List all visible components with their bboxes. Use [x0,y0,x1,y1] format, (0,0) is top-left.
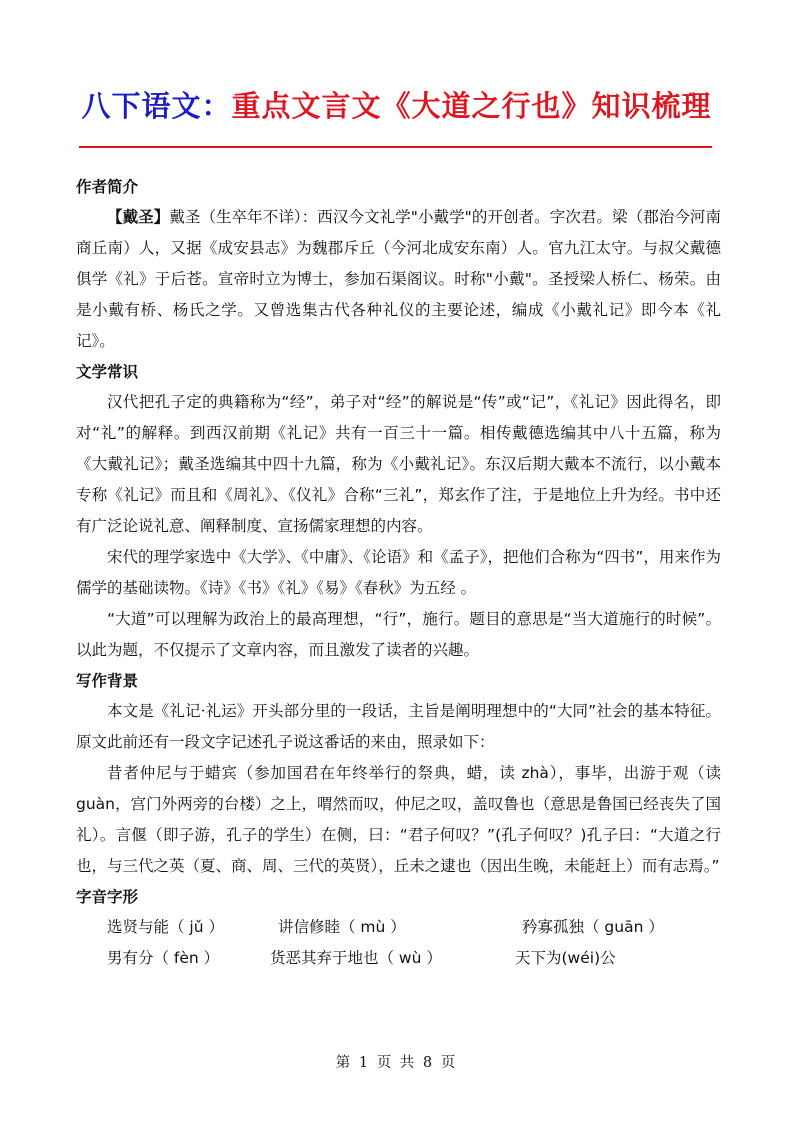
pronunciation-item: 货恶其弃于地也（ wù ） [270,949,442,967]
background-paragraph-1: 本文是《礼记·礼运》开头部分里的一段话，主旨是阐明理想中的“大同”社会的基本特征。原文此前还有一段文字记述孔子说这番话的来由，照录如下： [76,702,721,751]
section-heading-background: 写作背景 [76,672,139,690]
author-label: 【戴圣】 [107,208,170,226]
literature-paragraph-3: “大道”可以理解为政治上的最高理想，“行”，施行。题目的意思是“当大道施行的时候”。以此为题，不仅提示了文章内容，而且激发了读者的兴趣。 [76,610,721,659]
title-divider [79,146,712,148]
pronunciation-item: 讲信修睦（ mù ） [278,918,406,936]
pronunciation-item: 天下为(wéi)公 [515,949,616,967]
page-title [0,86,793,126]
background-paragraph-2: 昔者仲尼与于蜡宾（参加国君在年终举行的祭典，蜡，读 zhà），事毕，出游于观（读 guàn，宫门外两旁的台楼）之上，喟然而叹，仲尼之叹，盖叹鲁也（意思是鲁国已经丧失了国礼）。言偃（即子游，孔子的学生）在侧，曰：“君子何叹？”(孔子何叹？)孔子曰：“大道之行也，与三代之英（夏、商、周、三代的英贤），丘未之逮也（因出生晚，未能赶上）而有志焉。” [76,764,721,875]
section-heading-pronunciation: 字音字形 [76,888,139,906]
literature-paragraph-2: 宋代的理学家选中《大学》、《中庸》、《论语》和《孟子》，把他们合称为“四书”，用来作为儒学的基础读物。《诗》《书》《礼》《易》《春秋》为五经 。 [76,548,721,597]
pronunciation-item: 男有分（ fèn ） [107,949,220,967]
literature-paragraph-1: 汉代把孔子定的典籍称为“经”，弟子对“经”的解说是“传”或“记”，《礼记》因此得名，即对“礼”的解释。到西汉前期《礼记》共有一百三十一篇。相传戴德选编其中八十五篇，称为《大戴礼记》；戴圣选编其中四十九篇，称为《小戴礼记》。东汉后期大戴本不流行，以小戴本专称《礼记》而且和《周礼》、《仪礼》合称“三礼”，郑玄作了注，于是地位上升为经。书中还有广泛论说礼意、阐释制度、宣扬儒家理想的内容。 [76,393,721,535]
pronunciation-row-2 [76,943,721,974]
author-text: 戴圣（生卒年不详）：西汉今文礼学"小戴学"的开创者。字次君。梁（郡治今河南商丘南）人，又据《成安县志》为魏郡斥丘（今河北成安东南）人。官九江太守。与叔父戴德俱学《礼》于后苍。宣帝时立为博士，参加石渠阁议。时称"小戴"。圣授梁人桥仁、杨荣。由是小戴有桥、杨氏之学。又曾选集古代各种礼仪的主要论述，编成《小戴礼记》即今本《礼记》。 [76,208,721,350]
pronunciation-item: 选贤与能（ jǔ ） [107,918,224,936]
title-grade: 八下语文： [81,89,232,123]
section-heading-author: 作者简介 [76,178,139,196]
document-body [76,172,721,974]
pronunciation-item: 矜寡孤独（ guān ） [522,918,664,936]
section-heading-literature: 文学常识 [76,363,139,381]
page-footer: 第 1 页 共 8 页 [335,1055,458,1071]
author-paragraph [76,202,721,357]
pronunciation-row-1 [76,912,721,943]
title-topic: 重点文言文《大道之行也》知识梳理 [231,89,712,123]
